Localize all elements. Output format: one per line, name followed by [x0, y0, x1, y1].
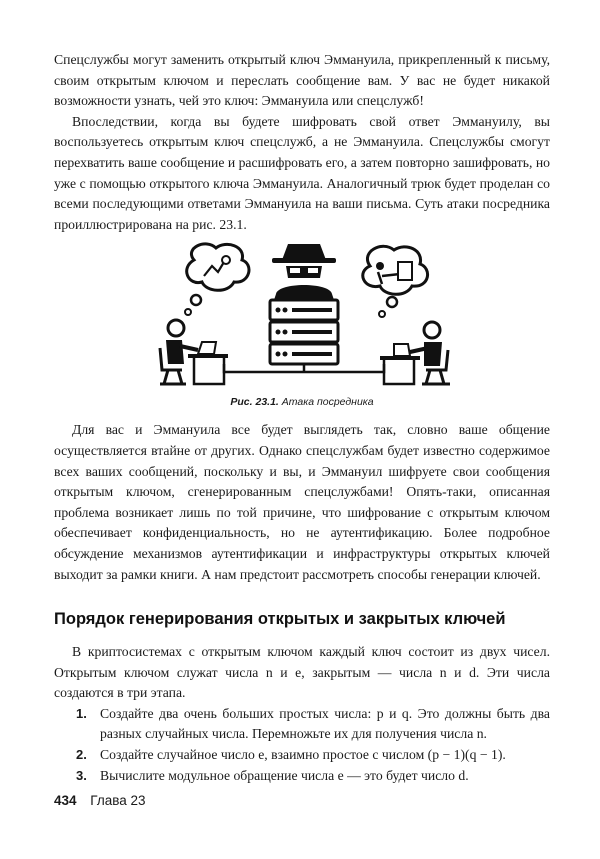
server-stack-icon [270, 300, 338, 364]
paragraph-1: Спецслужбы могут заменить открытый ключ Эммануила, прикрепленный к письму, своим открытым ключом и переслать сообщение вам. У вас не будет никакой возможности узнать, чей это ключ: Эммануила или спецслужб! [54, 52, 550, 109]
page-content [54, 50, 550, 786]
section-intro: В криптосистемах с открытым ключом каждый ключ состоит из двух чисел. Открытым ключом служат числа n и e, закрытым — числа n и d. Эти числа создаются в три этапа. [54, 644, 550, 701]
mitm-illustration [154, 238, 454, 394]
step-text: Вычислите модульное обращение числа e — это будет число d. [100, 767, 469, 783]
right-thought-bubble-icon [363, 247, 428, 318]
paragraph-3: Для вас и Эммануила все будет выглядеть так, словно ваше общение осуществляется втайне от других. Однако спецслужбам будет известно содержимое всех ваших сообщений, поскольку и вы, и Эммануил шифруете свои сообщения открытым ключом, сгенерированным спецслужбами! Опять-таки, описанная проблема возникает лишь по той причине, что шифрование с открытым ключом обеспечивает конфиденциальность, но не аутентификацию. Более подробное обсуждение механизмов аутентификации и инфраструктуры открытых ключей выходит за рамки книги. А нам предстоит рассмотреть способы генерации ключей. [54, 422, 550, 582]
left-thought-bubble-icon [185, 244, 249, 315]
step-number: 1. [76, 705, 87, 721]
step-number: 2. [76, 747, 87, 763]
chapter-label: Глава 23 [90, 793, 146, 808]
list-item [54, 766, 550, 787]
right-user-icon [380, 322, 450, 384]
caption-text: Атака посредника [281, 396, 374, 409]
page-number: 434 [54, 793, 77, 808]
section-heading: Порядок генерирования открытых и закрытых ключей [54, 610, 506, 629]
list-item [54, 704, 550, 745]
step-text: Создайте случайное число e, взаимно простое с числом (p − 1)(q − 1). [100, 747, 506, 763]
list-item [54, 745, 550, 766]
steps-list [54, 704, 550, 786]
paragraph-2: Впоследствии, когда вы будете шифровать свой ответ Эммануилу, вы воспользуетесь открытым ключ спецслужб, а не Эммануила. Спецслужбы смогут перехватить ваше сообщение и расшифровать его, а затем повторно зашифровать, но уже с помощью открытого ключа Эммануила. Аналогичный трюк будет проделан со всеми последующими ответами Эммануила на ваши письма. Суть атаки посредника проиллюстрирована на рис. 23.1. [54, 113, 550, 232]
left-user-icon [160, 320, 228, 384]
connection-lines [224, 364, 384, 372]
caption-label: Рис. 23.1. [230, 396, 279, 409]
step-number: 3. [76, 767, 87, 783]
page-footer [54, 793, 146, 808]
figure-23-1 [54, 238, 550, 416]
step-text: Создайте два очень больших простых числа: p и q. Это должны быть два разных случайных числа. Перемножьте их для получения числа n. [100, 705, 550, 742]
figure-caption [54, 396, 550, 408]
spy-icon [272, 244, 336, 300]
